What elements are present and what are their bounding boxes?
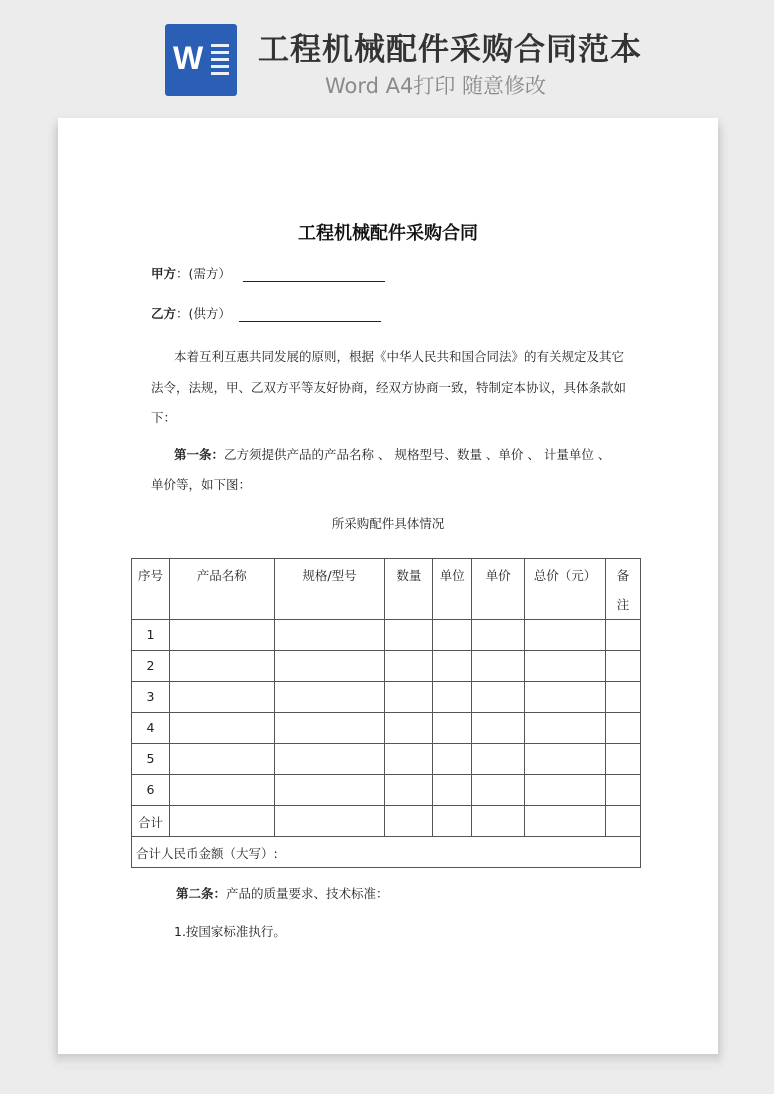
total-label: 合计 xyxy=(132,806,170,837)
document-title: 工程机械配件采购合同 xyxy=(298,223,478,244)
article-1-text: 乙方须提供产品的产品名称 、 规格型号、数量 、单价 、 计量单位 、 xyxy=(224,447,611,462)
word-icon-lines xyxy=(211,44,229,79)
header-cell: 总价（元） xyxy=(525,559,606,620)
header-cell xyxy=(605,559,640,620)
party-a-line xyxy=(151,264,385,282)
table-header-row xyxy=(132,559,641,620)
header-cell: 产品名称 xyxy=(169,559,274,620)
word-icon-letter: W xyxy=(173,40,204,76)
party-a-blank xyxy=(243,267,385,282)
intro-line-2: 法令，法规，甲、乙双方平等友好协商，经双方协商一致，特制定本协议，具体条款如 xyxy=(151,380,627,395)
party-b-label: 乙方 xyxy=(151,306,177,321)
intro-line-1: 本着互利互惠共同发展的原则，根据《中华人民共和国合同法》的有关规定及其它 xyxy=(174,349,625,364)
banner-subtitle: Word A4打印 随意修改 xyxy=(325,74,547,98)
row-number: 2 xyxy=(132,651,170,682)
total-row xyxy=(132,806,641,837)
party-b-role: ：(供方） xyxy=(176,306,231,321)
banner-header xyxy=(0,0,774,118)
amount-row xyxy=(132,837,641,868)
table-row xyxy=(132,775,641,806)
row-number: 1 xyxy=(132,620,170,651)
party-b-blank xyxy=(239,307,381,322)
header-cell: 单价 xyxy=(472,559,525,620)
article-2-item-1: 1.按国家标准执行。 xyxy=(174,924,286,939)
row-number: 6 xyxy=(132,775,170,806)
amount-label: 合计人民币金额（大写）: xyxy=(132,837,641,868)
article-1-line-1 xyxy=(174,445,610,463)
row-number: 3 xyxy=(132,682,170,713)
table-caption: 所采购配件具体情况 xyxy=(331,516,445,531)
row-number: 5 xyxy=(132,744,170,775)
header-cell: 序号 xyxy=(132,559,170,620)
article-2-label: 第二条： xyxy=(176,886,227,901)
party-b-line xyxy=(151,304,381,322)
remark-header: 备注 xyxy=(616,568,630,612)
intro-line-3: 下： xyxy=(151,410,177,425)
table-row xyxy=(132,744,641,775)
parts-table xyxy=(131,558,641,868)
party-a-label: 甲方 xyxy=(151,266,177,281)
banner-title: 工程机械配件采购合同范本 xyxy=(258,32,642,68)
header-cell: 单位 xyxy=(433,559,472,620)
party-a-role: ：(需方） xyxy=(176,266,231,281)
article-1-line-2: 单价等，如下图： xyxy=(151,477,252,492)
header-cell: 数量 xyxy=(385,559,433,620)
document-page xyxy=(58,118,718,1054)
page-shadow xyxy=(58,1054,718,1066)
header-cell: 规格/型号 xyxy=(274,559,385,620)
table-row xyxy=(132,651,641,682)
article-2-text: 产品的质量要求、技术标准： xyxy=(226,886,389,901)
word-document-icon xyxy=(165,24,237,96)
table-row xyxy=(132,713,641,744)
table-row xyxy=(132,620,641,651)
table-row xyxy=(132,682,641,713)
row-number: 4 xyxy=(132,713,170,744)
article-1-label: 第一条： xyxy=(174,447,225,462)
article-2-line xyxy=(176,884,389,902)
